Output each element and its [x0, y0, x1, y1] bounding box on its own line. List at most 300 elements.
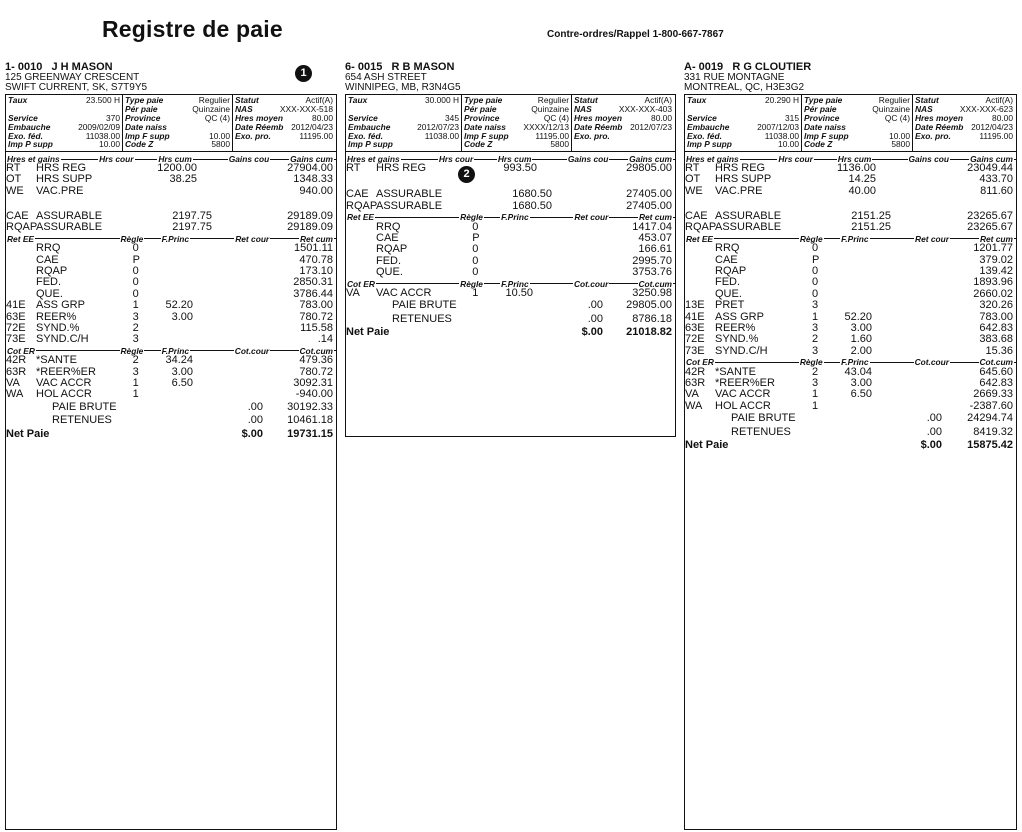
- info-value: 2012/07/23: [630, 121, 672, 132]
- cell: VAC ACCR: [715, 388, 771, 401]
- employee-header: [345, 62, 705, 92]
- cell: 453.07: [638, 231, 672, 244]
- info-value: 11195.00: [979, 130, 1013, 141]
- cell: 0: [812, 242, 819, 255]
- info-field-taux: [348, 96, 459, 105]
- info-value: 80.00: [651, 112, 672, 123]
- section-label: Hrs cour: [778, 154, 813, 164]
- cell: RETENUES: [731, 425, 791, 438]
- employer-row: [685, 389, 1016, 400]
- cell: 3.00: [850, 377, 872, 390]
- info-value: 2007/12/03: [757, 121, 799, 132]
- section-label: Règle: [120, 345, 144, 356]
- section-label: Gains cum: [629, 154, 672, 164]
- cell: 2151.25: [851, 221, 891, 234]
- cell: 2: [132, 321, 139, 334]
- employer-row: [685, 401, 1016, 412]
- cell: 2151.25: [851, 209, 891, 222]
- cell: 1501.11: [294, 242, 333, 255]
- info-label: Imp F supp: [804, 130, 849, 141]
- cell: 2: [812, 333, 819, 346]
- info-label: Taux: [348, 95, 368, 105]
- cell: *REER%ER: [36, 365, 96, 378]
- cell: .00: [926, 412, 942, 425]
- cell: ASSURABLE: [36, 221, 103, 234]
- gains-row: [685, 174, 1016, 185]
- employee-info-box: [6, 95, 336, 152]
- cell: RRQ: [715, 242, 740, 255]
- employee-address-2: WINNIPEG, MB, R3N4G5: [345, 81, 461, 93]
- section-label: Cot.cour: [914, 357, 949, 368]
- info-label: Type paie: [464, 95, 503, 105]
- assurable-row: [6, 211, 336, 222]
- cell: 63E: [685, 321, 705, 334]
- cell: 3: [812, 344, 819, 357]
- cell: 780.72: [299, 310, 333, 323]
- paie-brute-row: [685, 413, 1016, 424]
- cell: 3: [812, 377, 819, 390]
- cell: ASS GRP: [715, 310, 764, 323]
- cell: 1201.77: [973, 242, 1013, 255]
- cell: 63R: [685, 377, 706, 390]
- cell: 73E: [685, 344, 705, 357]
- cell: RT: [685, 162, 700, 174]
- info-value: Actif(A): [305, 95, 333, 105]
- cell: 645.60: [979, 365, 1013, 378]
- cell: ASSURABLE: [376, 199, 443, 212]
- info-label: NAS: [235, 103, 253, 114]
- section-label: Gains cou: [908, 154, 949, 164]
- deduction-row: [685, 289, 1016, 300]
- cell: CAE: [685, 209, 708, 222]
- info-value: 370: [106, 112, 120, 123]
- info-value: 11195.00: [535, 130, 569, 141]
- deduction-row: [346, 267, 675, 278]
- info-label: Imp F supp: [125, 130, 170, 141]
- cell: 0: [472, 254, 479, 267]
- retenues-row: [685, 427, 1016, 438]
- info-label: Statut: [915, 95, 939, 105]
- cell: RRQ: [376, 220, 401, 233]
- cell: 3: [132, 365, 139, 378]
- cell: P: [472, 231, 480, 244]
- employee-address-1: 125 GREENWAY CRESCENT: [5, 72, 140, 83]
- section-label: Cot.cour: [234, 345, 270, 356]
- deduction-row: [6, 277, 336, 288]
- info-field-code_z: [125, 140, 230, 149]
- info-value: 2012/04/23: [291, 121, 333, 132]
- section-label: F.Princ: [161, 233, 190, 244]
- info-label: Pér paie: [464, 103, 497, 114]
- deduction-row: [685, 312, 1016, 323]
- cell: 783.00: [979, 310, 1013, 323]
- section-label: Hrs cum: [158, 154, 192, 164]
- cell: 3: [812, 299, 819, 312]
- cell: $.00: [241, 427, 263, 440]
- cell: 1: [812, 399, 819, 412]
- info-label: Province: [804, 112, 840, 123]
- info-column: [801, 95, 912, 151]
- deduction-row: [685, 334, 1016, 345]
- cell: RQAP: [36, 264, 68, 277]
- deduction-row: [6, 289, 336, 300]
- cell: 642.83: [979, 377, 1013, 390]
- info-value: 10.00: [99, 139, 120, 150]
- info-value: QC (4): [204, 112, 230, 123]
- info-field-code_z: [464, 140, 569, 149]
- info-value: 10.00: [889, 130, 910, 141]
- cell: 139.42: [979, 264, 1013, 277]
- cell: 1.60: [850, 333, 872, 346]
- cell: HOL ACCR: [36, 388, 92, 401]
- employer-row: [6, 367, 336, 378]
- gains-row: [685, 163, 1016, 174]
- cell: RT: [346, 162, 361, 174]
- cell: 29189.09: [287, 221, 333, 234]
- info-label: Province: [464, 112, 500, 123]
- section-label: F.Princ: [161, 345, 190, 356]
- cell: 1: [812, 310, 819, 323]
- cell: 73E: [6, 333, 26, 346]
- cell: HOL ACCR: [715, 399, 771, 412]
- info-label: Hres moyen: [574, 112, 622, 123]
- info-label: Exo. féd.: [348, 130, 383, 141]
- info-label: Date naiss: [804, 121, 846, 132]
- section-label: Règle: [799, 357, 823, 368]
- assurable-row: [685, 211, 1016, 222]
- employer-row: [685, 367, 1016, 378]
- cell: 23049.44: [967, 162, 1013, 174]
- info-value: 11195.00: [299, 130, 333, 141]
- cell: 42R: [6, 354, 27, 367]
- info-label: Code Z: [464, 139, 493, 150]
- section-label: Hres et gains: [7, 154, 60, 164]
- info-value: 11038.00: [424, 130, 459, 141]
- info-field-taux: [8, 96, 120, 105]
- cell: 642.83: [979, 321, 1013, 334]
- employee-id: A- 0019: [684, 61, 724, 73]
- cell: PAIE BRUTE: [52, 400, 117, 413]
- cell: 2.00: [850, 344, 872, 357]
- cell: 13E: [685, 299, 705, 312]
- cell: 38.25: [169, 173, 197, 186]
- cell: RQAP: [685, 221, 717, 234]
- info-value: 20.290 H: [765, 95, 799, 105]
- cell: 15.36: [985, 344, 1013, 357]
- cell: 1893.96: [973, 276, 1013, 289]
- info-field-exo_pro: [574, 132, 672, 141]
- cell: 2: [812, 365, 819, 378]
- cell: RT: [6, 162, 21, 174]
- cell: 43.04: [844, 365, 872, 378]
- cell: .00: [587, 312, 603, 325]
- employee-fullname: J H MASON: [51, 61, 113, 73]
- section-label: Hrs cour: [99, 154, 134, 164]
- info-value: XXX-XXX-623: [959, 103, 1013, 114]
- section-label: Cot ER: [347, 278, 375, 289]
- info-value: 23.500 H: [86, 95, 120, 105]
- cell: 0: [812, 264, 819, 277]
- cell: HRS SUPP: [715, 173, 772, 186]
- cell: 42R: [685, 365, 706, 378]
- cell: 166.61: [638, 243, 672, 256]
- page-title: Registre de paie: [102, 16, 283, 42]
- cell: HRS REG: [715, 162, 766, 174]
- section-label: Ret EE: [7, 233, 34, 244]
- cell: OT: [685, 173, 701, 186]
- cell: 3: [132, 310, 139, 323]
- employee-address-1: 654 ASH STREET: [345, 72, 427, 83]
- cell: SYND.C/H: [36, 333, 89, 346]
- cell: 780.72: [299, 365, 333, 378]
- info-field-exo_pro: [915, 132, 1013, 141]
- section-label: F.Princ: [501, 278, 529, 289]
- section-label: F.Princ: [841, 233, 869, 244]
- info-label: Exo. pro.: [235, 130, 271, 141]
- info-value: Actif(A): [985, 95, 1013, 105]
- section-label: Gains cou: [567, 154, 609, 164]
- cell: CAE: [346, 188, 369, 201]
- cell: VAC ACCR: [376, 287, 432, 300]
- section-label: Gains cum: [290, 154, 333, 164]
- info-label: Embauche: [8, 121, 51, 132]
- callout-badge-1: 1: [295, 65, 312, 82]
- cell: SYND.%: [715, 333, 759, 346]
- cell: 0: [812, 287, 819, 300]
- cell: $.00: [581, 326, 603, 339]
- cell: VA: [346, 287, 360, 300]
- cell: 29805.00: [626, 162, 672, 174]
- info-label: Pér paie: [125, 103, 158, 114]
- cell: 783.00: [299, 299, 333, 312]
- cell: VAC.PRE: [715, 184, 763, 197]
- retenues-row: [346, 314, 675, 325]
- section-label: Ret cour: [235, 233, 270, 244]
- deduction-row: [6, 255, 336, 266]
- deduction-row: [685, 323, 1016, 334]
- paie-brute-row: [346, 300, 675, 311]
- info-label: Type paie: [125, 95, 164, 105]
- cell: 27904.00: [287, 162, 333, 174]
- section-label: Hres et gains: [686, 154, 739, 164]
- info-value: QC (4): [543, 112, 569, 123]
- section-label: Cot ER: [686, 357, 714, 368]
- info-column: [6, 95, 122, 151]
- section-header: [685, 357, 1016, 366]
- employee-info-box: [685, 95, 1016, 152]
- cell: PAIE BRUTE: [731, 412, 796, 425]
- cell: ASSURABLE: [376, 188, 443, 201]
- info-label: Type paie: [804, 95, 843, 105]
- cell: 1417.04: [632, 220, 672, 233]
- cell: RQAP: [715, 264, 747, 277]
- info-column: [912, 95, 1015, 151]
- cell: 3753.76: [632, 266, 672, 279]
- cell: RQAP: [376, 243, 408, 256]
- info-value: Regulier: [537, 95, 569, 105]
- info-value: 345: [445, 112, 459, 123]
- section-label: F.Princ: [841, 357, 869, 368]
- employee-frame: [684, 94, 1017, 830]
- cell: FED.: [376, 254, 402, 267]
- info-label: Service: [348, 112, 378, 123]
- section-label: Règle: [120, 233, 144, 244]
- cell: ASSURABLE: [36, 209, 103, 222]
- cell: CAE: [715, 253, 738, 266]
- cell: QUE.: [715, 287, 742, 300]
- info-label: Code Z: [804, 139, 833, 150]
- info-value: 5800: [550, 139, 569, 150]
- cell: 29805.00: [626, 299, 672, 312]
- employee-id: 1- 0010: [5, 61, 43, 73]
- info-value: 5800: [891, 139, 910, 150]
- section-label: Cot ER: [7, 345, 35, 356]
- cell: FED.: [36, 276, 62, 289]
- info-column: [122, 95, 232, 151]
- cell: 72E: [6, 321, 26, 334]
- info-label: Code Z: [125, 139, 154, 150]
- info-value: 5800: [211, 139, 230, 150]
- info-label: Embauche: [687, 121, 730, 132]
- info-label: Taux: [8, 95, 28, 105]
- cell: Net Paie: [685, 439, 729, 452]
- cell: 23265.67: [967, 221, 1013, 234]
- cell: CAE: [36, 253, 59, 266]
- info-label: Statut: [235, 95, 259, 105]
- info-value: QC (4): [884, 112, 910, 123]
- info-label: Embauche: [348, 121, 391, 132]
- deduction-row: [685, 266, 1016, 277]
- cell: REER%: [36, 310, 77, 323]
- cell: HRS REG: [36, 162, 87, 174]
- info-value: 30.000 H: [425, 95, 459, 105]
- info-value: 80.00: [312, 112, 333, 123]
- cell: 379.02: [979, 253, 1013, 266]
- cell: 14.25: [848, 173, 876, 186]
- cell: 0: [472, 266, 479, 279]
- cell: RETENUES: [52, 414, 112, 427]
- info-label: Date naiss: [464, 121, 506, 132]
- cell: 1: [812, 388, 819, 401]
- info-column: [346, 95, 461, 151]
- cell: WA: [6, 388, 24, 401]
- cell: 3250.98: [632, 287, 672, 300]
- cell: 41E: [685, 310, 705, 323]
- cell: RETENUES: [392, 312, 452, 325]
- info-value: 10.00: [209, 130, 230, 141]
- cell: 470.78: [299, 253, 333, 266]
- cell: CAE: [6, 209, 29, 222]
- cell: RQAP: [346, 199, 378, 212]
- gains-row: [6, 174, 336, 185]
- assurable-row: [6, 222, 336, 233]
- section-label: Cot.cum: [299, 345, 333, 356]
- cell: .14: [317, 333, 333, 346]
- cell: 1200.00: [157, 162, 197, 174]
- cell: FED.: [715, 276, 741, 289]
- cell: 40.00: [848, 184, 876, 197]
- cell: RQAP: [6, 221, 38, 234]
- info-column: [232, 95, 335, 151]
- info-label: Date Réemb: [915, 121, 964, 132]
- info-value: XXX-XXX-518: [279, 103, 333, 114]
- info-value: Quinzaine: [192, 103, 230, 114]
- cell: 6.50: [850, 388, 872, 401]
- cell: VA: [6, 377, 20, 390]
- cell: 2: [132, 354, 139, 367]
- cell: ASS GRP: [36, 299, 85, 312]
- info-value: 2009/02/09: [78, 121, 120, 132]
- cell: 72E: [685, 333, 705, 346]
- cell: HRS REG: [376, 162, 427, 174]
- cell: VAC.PRE: [36, 184, 84, 197]
- info-value: Regulier: [198, 95, 230, 105]
- employee-id: 6- 0015: [345, 61, 383, 73]
- cell: QUE.: [36, 287, 63, 300]
- employee-header: [684, 62, 1022, 92]
- cell: 2995.70: [632, 254, 672, 267]
- cell: WE: [685, 184, 703, 197]
- info-value: 11038.00: [764, 130, 799, 141]
- employee-frame: [345, 94, 676, 437]
- info-value: Actif(A): [644, 95, 672, 105]
- section-label: Règle: [460, 278, 483, 289]
- cell: 1680.50: [512, 199, 552, 212]
- cell: 3: [812, 321, 819, 334]
- info-label: Exo. féd.: [687, 130, 722, 141]
- cell: RRQ: [36, 242, 61, 255]
- cell: Net Paie: [6, 427, 50, 440]
- cell: 2660.02: [973, 287, 1013, 300]
- cell: 3.00: [850, 321, 872, 334]
- section-label: Règle: [799, 233, 823, 244]
- net-paie-row: [685, 440, 1016, 451]
- cell: PRET: [715, 299, 745, 312]
- cell: 1: [472, 287, 479, 300]
- info-value: Quinzaine: [531, 103, 569, 114]
- employer-row: [346, 288, 675, 299]
- section-label: F.Princ: [501, 212, 529, 223]
- cell: 0: [132, 264, 139, 277]
- callout-badge-2: 2: [458, 166, 475, 183]
- cell: P: [812, 253, 820, 266]
- cell: 993.50: [503, 162, 537, 174]
- deduction-row: [6, 266, 336, 277]
- info-label: Service: [687, 112, 717, 123]
- info-label: NAS: [915, 103, 933, 114]
- gains-row: [6, 186, 336, 197]
- cell: 0: [132, 287, 139, 300]
- cell: 24294.74: [967, 412, 1013, 425]
- cell: P: [132, 253, 140, 266]
- cell: 383.68: [979, 333, 1013, 346]
- deduction-row: [685, 300, 1016, 311]
- section-label: Cot.cum: [979, 357, 1013, 368]
- cell: 0: [812, 276, 819, 289]
- cell: *SANTE: [36, 354, 77, 367]
- info-field-exo_pro: [235, 132, 333, 141]
- info-label: Date naiss: [125, 121, 167, 132]
- assurable-row: [685, 222, 1016, 233]
- info-column: [685, 95, 801, 151]
- deduction-row: [685, 277, 1016, 288]
- cell: 0: [472, 243, 479, 256]
- cell: 34.24: [165, 354, 193, 367]
- cell: *REER%ER: [715, 377, 775, 390]
- cell: 6.50: [171, 377, 193, 390]
- cell: 30192.33: [287, 400, 333, 413]
- info-value: XXX-XXX-403: [618, 103, 672, 114]
